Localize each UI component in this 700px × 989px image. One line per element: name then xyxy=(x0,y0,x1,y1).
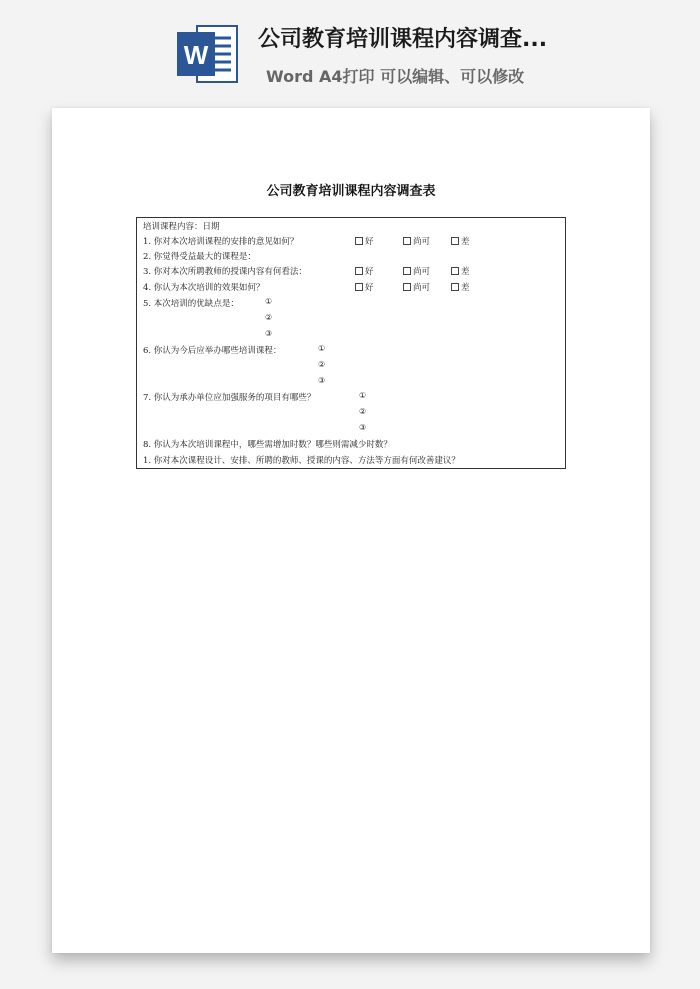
checkbox-icon xyxy=(403,267,411,275)
option-good: 好 xyxy=(355,281,374,293)
question-6: 6. 你认为今后应举办哪些培训课程： xyxy=(143,346,282,356)
item-marker-3: ③ xyxy=(359,423,367,432)
item-marker-2: ② xyxy=(318,360,326,369)
item-marker-3: ③ xyxy=(318,376,326,385)
document-subtitle: Word A4打印 可以编辑、可以修改 xyxy=(266,67,525,86)
form-title: 公司教育培训课程内容调查表 xyxy=(266,184,436,199)
question-1: 1. 你对本次培训课程的安排的意见如何？ xyxy=(143,237,299,247)
checkbox-icon xyxy=(355,283,363,291)
question-4: 4. 你认为本次培训的效果如何？ xyxy=(143,283,265,293)
question-2: 2. 你觉得受益最大的课程是： xyxy=(143,252,256,262)
question-3: 3. 你对本次所聘教师的授课内容有何看法： xyxy=(143,267,307,277)
question-9: 1. 你对本次课程设计、安排、所聘的教师、授课的内容、方法等方面有何改善建议？ xyxy=(143,456,460,466)
checkbox-icon xyxy=(451,237,459,245)
item-marker-1: ① xyxy=(265,297,273,306)
header xyxy=(0,0,700,100)
item-marker-2: ② xyxy=(265,313,273,322)
item-marker-1: ① xyxy=(359,391,367,400)
question-7: 7. 你认为承办单位应加强服务的项目有哪些？ xyxy=(143,393,316,403)
option-bad: 差 xyxy=(451,281,470,293)
document-title: 公司教育培训课程内容调查... xyxy=(258,27,548,52)
item-marker-2: ② xyxy=(359,407,367,416)
option-ok: 尚可 xyxy=(403,265,430,277)
document-page xyxy=(52,108,650,953)
checkbox-icon xyxy=(355,267,363,275)
word-icon-letter: W xyxy=(183,40,209,70)
checkbox-icon xyxy=(403,283,411,291)
checkbox-icon xyxy=(451,283,459,291)
item-marker-1: ① xyxy=(318,344,326,353)
checkbox-icon xyxy=(451,267,459,275)
question-8: 8. 你认为本次培训课程中，哪些需增加时数？哪些则需减少时数？ xyxy=(143,440,392,450)
option-bad: 差 xyxy=(451,265,470,277)
option-ok: 尚可 xyxy=(403,281,430,293)
word-icon xyxy=(175,22,239,86)
checkbox-icon xyxy=(355,237,363,245)
item-marker-3: ③ xyxy=(265,329,273,338)
option-ok: 尚可 xyxy=(403,235,430,247)
question-5: 5. 本次培训的优缺点是： xyxy=(143,299,239,309)
checkbox-icon xyxy=(403,237,411,245)
option-bad: 差 xyxy=(451,235,470,247)
option-good: 好 xyxy=(355,265,374,277)
option-good: 好 xyxy=(355,235,374,247)
course-date-line: 培训课程内容：日期 xyxy=(143,222,220,232)
survey-form-box xyxy=(136,217,566,469)
